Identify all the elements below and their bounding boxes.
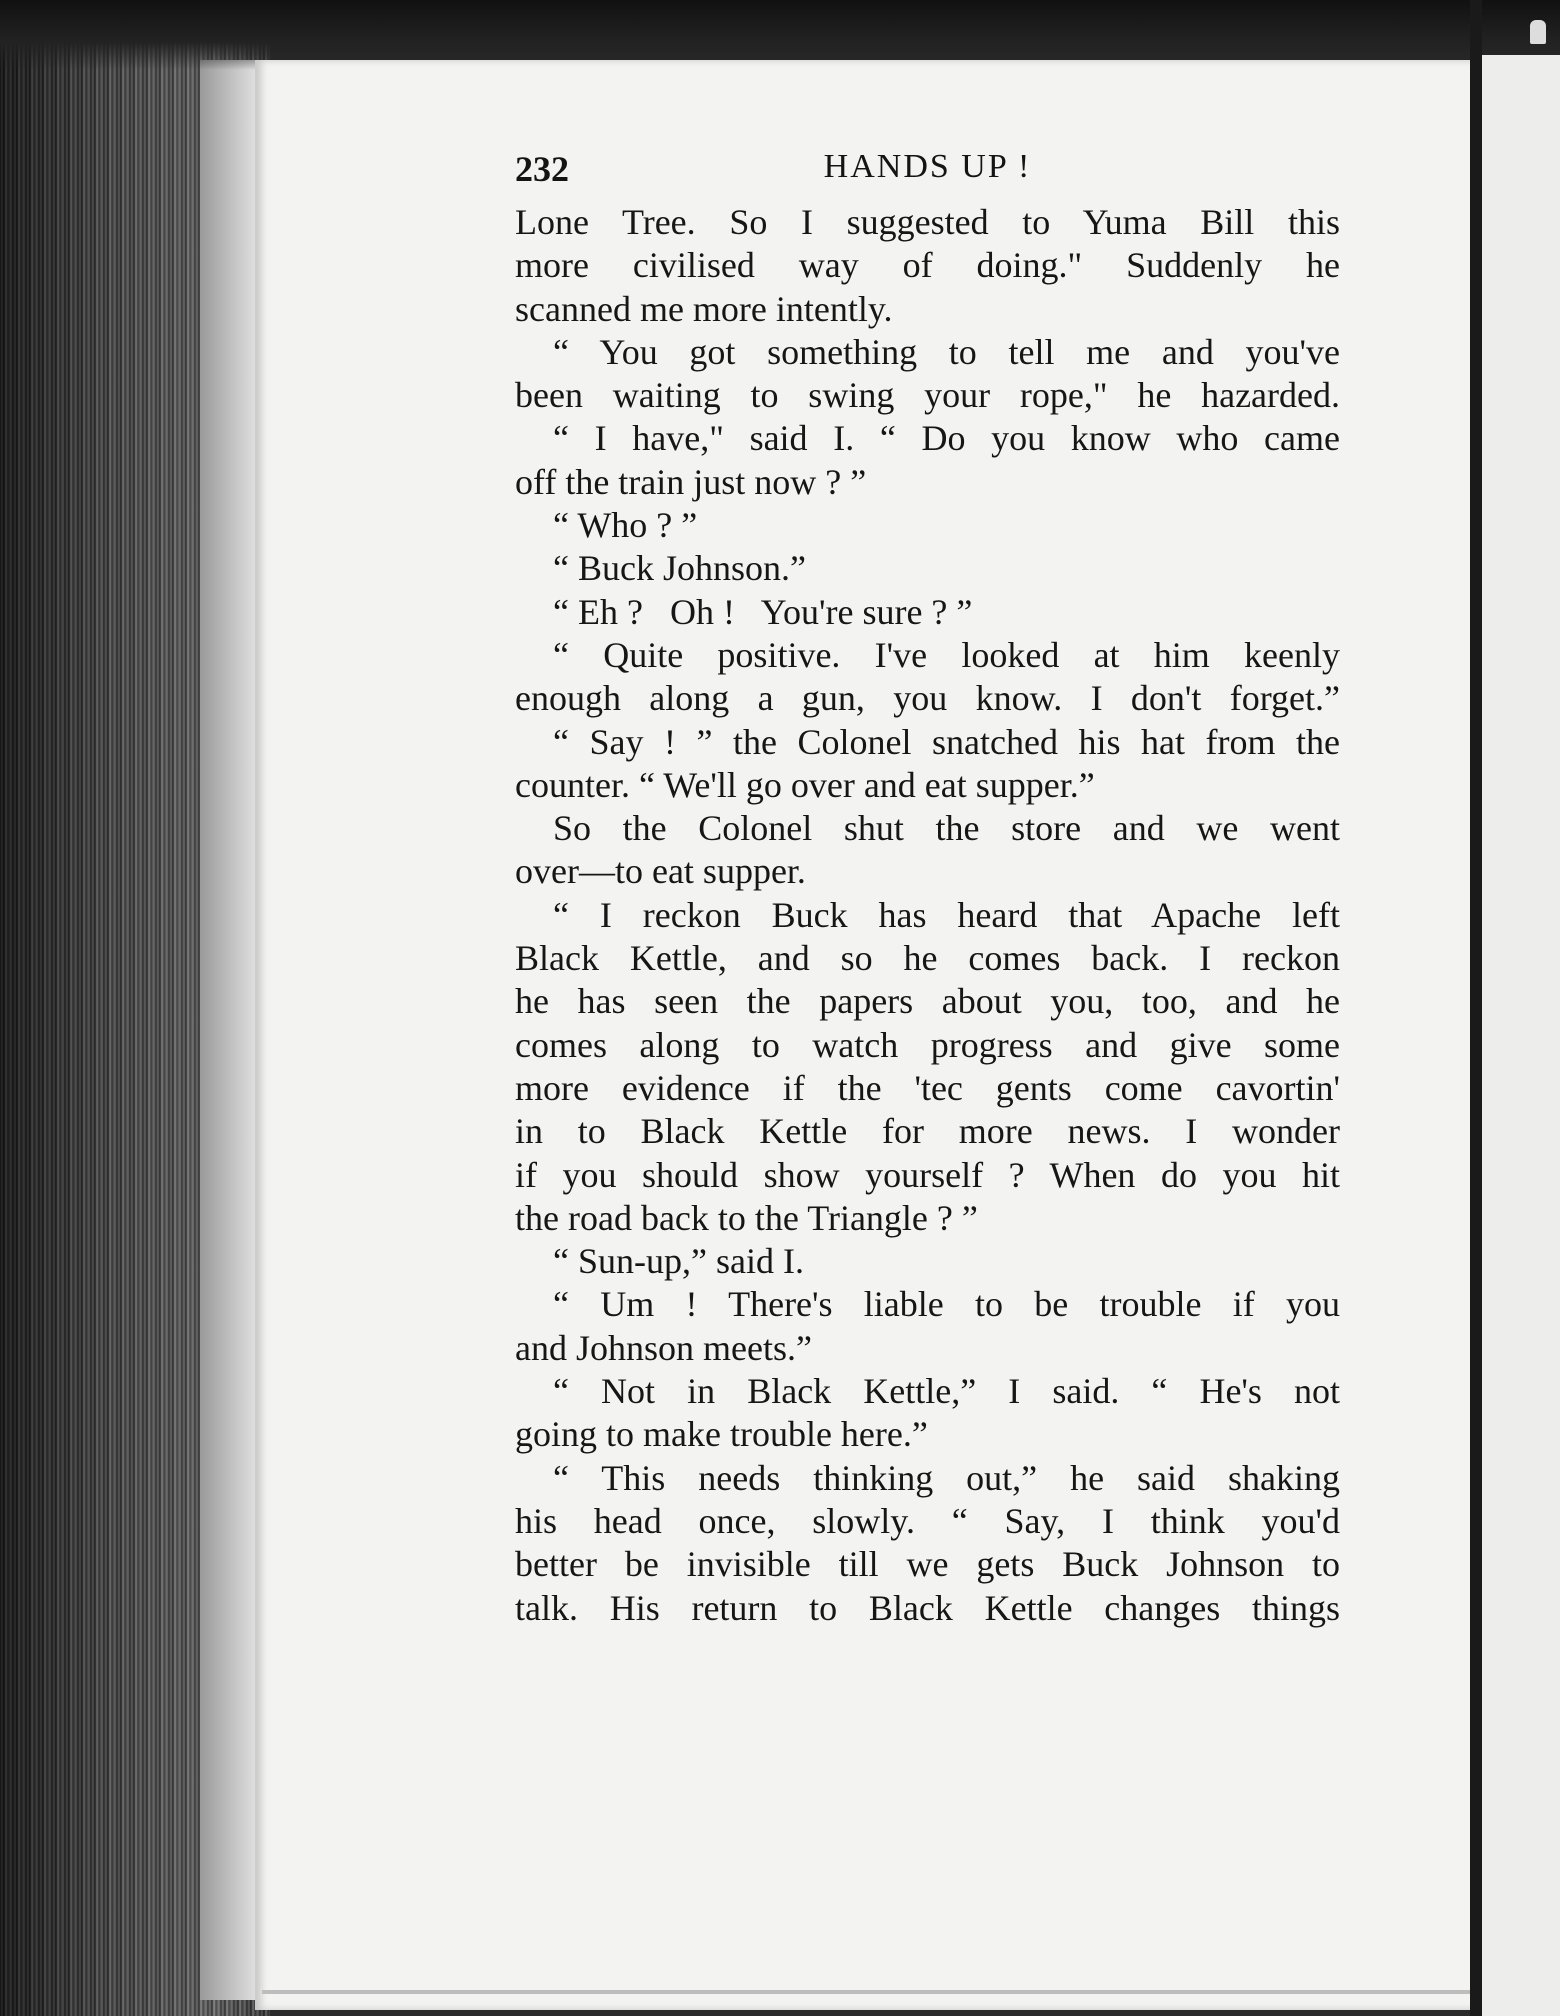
text-line: counter. “ We'll go over and eat supper.” xyxy=(515,764,1095,805)
text-line: “ Who ? ” xyxy=(553,505,698,546)
text-line: comes along to watch progress and give some xyxy=(515,1024,1340,1065)
running-header xyxy=(515,148,1340,196)
text-line: he has seen the papers about you, too, and he xyxy=(515,981,1340,1022)
text-line: “ I reckon Buck has heard that Apache left xyxy=(553,894,1340,935)
page-number: 232 xyxy=(515,149,569,189)
text-line: better be invisible till we gets Buck Johnson to xyxy=(515,1544,1340,1585)
text-line: his head once, slowly. “ Say, I think you'd xyxy=(515,1500,1340,1541)
text-line: the road back to the Triangle ? ” xyxy=(515,1197,978,1238)
text-line: “ Not in Black Kettle,” I said. “ He's not xyxy=(553,1371,1340,1412)
text-line: “ Buck Johnson.” xyxy=(553,548,806,589)
text-line: and Johnson meets.” xyxy=(515,1327,812,1368)
body-text xyxy=(515,201,1340,1630)
text-line: more evidence if the 'tec gents come cavortin' xyxy=(515,1067,1340,1108)
running-title: HANDS UP ! xyxy=(823,148,1032,185)
text-line: So the Colonel shut the store and we went xyxy=(553,808,1340,849)
text-line: “ I have," said I. “ Do you know who came xyxy=(553,418,1340,459)
text-line: “ You got something to tell me and you've xyxy=(553,331,1340,372)
text-line: enough along a gun, you know. I don't forget.” xyxy=(515,678,1340,719)
text-line: Lone Tree. So I suggested to Yuma Bill this xyxy=(515,202,1340,242)
text-line: going to make trouble here.” xyxy=(515,1414,928,1455)
text-line: “ This needs thinking out,” he said shaking xyxy=(553,1457,1340,1498)
binding-shadow xyxy=(1470,0,1482,2016)
text-line: if you should show yourself ? When do you hit xyxy=(515,1154,1340,1195)
text-line: “ Eh ? Oh ! You're sure ? ” xyxy=(553,591,973,632)
text-line: more civilised way of doing." Suddenly he xyxy=(515,245,1340,286)
text-line: off the train just now ? ” xyxy=(515,461,867,502)
text-line: “ Sun-up,” said I. xyxy=(553,1241,804,1282)
text-line: “ Say ! ” the Colonel snatched his hat from the xyxy=(553,721,1340,762)
facing-page-edge xyxy=(1482,55,1560,2016)
text-line: Black Kettle, and so he comes back. I reckon xyxy=(515,938,1340,979)
page-gutter xyxy=(200,60,260,2000)
corner-mark xyxy=(1530,20,1546,44)
text-line: “ Quite positive. I've looked at him keenly xyxy=(553,634,1340,675)
text-line: been waiting to swing your rope," he hazarded. xyxy=(515,375,1340,416)
text-line: over—to eat supper. xyxy=(515,851,806,892)
text-line: scanned me more intently. xyxy=(515,288,893,329)
text-line: “ Um ! There's liable to be trouble if you xyxy=(553,1284,1340,1325)
text-line: talk. His return to Black Kettle changes things xyxy=(515,1587,1340,1628)
page-bottom-edge xyxy=(262,1990,1472,1994)
text-line: in to Black Kettle for more news. I wonder xyxy=(515,1111,1340,1152)
